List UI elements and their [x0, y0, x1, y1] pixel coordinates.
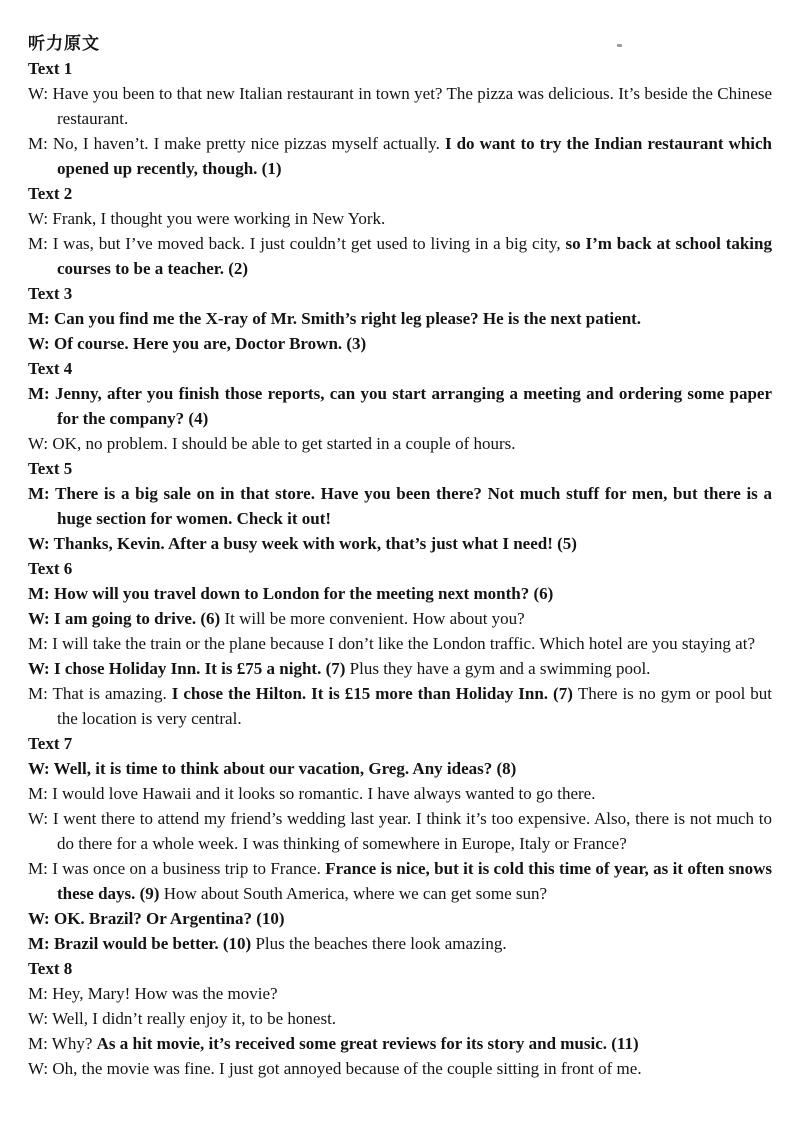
- section-heading: Text 4: [28, 359, 73, 378]
- text-section: [28, 181, 772, 281]
- speck-artifact: [617, 44, 622, 47]
- section-heading: Text 1: [28, 59, 73, 78]
- dialogue-line: [28, 381, 772, 431]
- dialogue-segment: There is no gym or pool but the location is very central.: [57, 684, 772, 728]
- speaker-label: M:: [28, 634, 53, 653]
- section-heading: Text 8: [28, 959, 73, 978]
- text-section: [28, 356, 772, 456]
- dialogue-segment: I will take the train or the plane because I don’t like the London traffic. Which hotel are you staying at?: [52, 634, 755, 653]
- dialogue-segment: Why?: [51, 1034, 97, 1053]
- dialogue-segment-bold: Jenny, after you finish those reports, can you start arranging a meeting and ordering some paper for the company? (4): [55, 384, 772, 428]
- section-heading: Text 2: [28, 184, 73, 203]
- text-section: [28, 456, 772, 556]
- speaker-label: W:: [28, 759, 54, 778]
- dialogue-line: [28, 206, 772, 231]
- dialogue-segment-bold: I chose Holiday Inn. It is £75 a night. (7): [53, 659, 350, 678]
- dialogue-line: [28, 531, 772, 556]
- dialogue-line: [28, 906, 772, 931]
- speaker-label: M:: [28, 934, 54, 953]
- dialogue-segment: No, I haven’t. I make pretty nice pizzas myself actually.: [52, 134, 445, 153]
- dialogue-segment-bold: so I’m back at school taking courses to be a teacher. (2): [57, 234, 772, 278]
- dialogue-line: [28, 481, 772, 531]
- dialogue-line: [28, 1056, 772, 1081]
- dialogue-segment: I went there to attend my friend’s wedding last year. I think it’s too expensive. Also, there is not much to do there for a whole week. I was thinking of somewhere in Europe, Italy or France?: [52, 809, 773, 853]
- speaker-label: M:: [28, 134, 53, 153]
- dialogue-segment: Have you been to that new Italian restaurant in town yet? The pizza was delicious. It’s beside the Chinese restaurant.: [52, 84, 773, 128]
- dialogue-line: [28, 581, 772, 606]
- dialogue-segment-bold: Well, it is time to think about our vacation, Greg. Any ideas? (8): [53, 759, 517, 778]
- dialogue-segment-bold: Can you find me the X-ray of Mr. Smith’s right leg please? He is the next patient.: [53, 309, 642, 328]
- dialogue-segment-bold: Brazil would be better. (10): [53, 934, 256, 953]
- dialogue-line: [28, 131, 772, 181]
- section-heading: Text 6: [28, 559, 73, 578]
- dialogue-segment-bold: How will you travel down to London for the meeting next month? (6): [53, 584, 554, 603]
- dialogue-line: [28, 1031, 772, 1056]
- dialogue-line: [28, 81, 772, 131]
- speaker-label: W:: [28, 609, 54, 628]
- dialogue-line: [28, 806, 772, 856]
- text-section: [28, 281, 772, 356]
- text-section: [28, 56, 772, 181]
- dialogue-line: [28, 856, 772, 906]
- speaker-label: M:: [28, 984, 53, 1003]
- dialogue-line: [28, 231, 772, 281]
- speaker-label: W:: [28, 84, 53, 103]
- speaker-label: M:: [28, 859, 53, 878]
- dialogue-line: [28, 656, 772, 681]
- section-heading: Text 7: [28, 734, 73, 753]
- speaker-label: W:: [28, 909, 54, 928]
- dialogue-line: [28, 756, 772, 781]
- dialogue-line: [28, 631, 772, 656]
- dialogue-segment: Oh, the movie was fine. I just got annoyed because of the couple sitting in front of me.: [52, 1059, 642, 1078]
- text-section: [28, 956, 772, 1081]
- speaker-label: W:: [28, 1059, 53, 1078]
- dialogue-segment: OK, no problem. I should be able to get started in a couple of hours.: [52, 434, 516, 453]
- speaker-label: W:: [28, 534, 54, 553]
- speaker-label: W:: [28, 334, 54, 353]
- speaker-label: M:: [28, 584, 54, 603]
- dialogue-segment: Well, I didn’t really enjoy it, to be honest.: [52, 1009, 337, 1028]
- text-section: [28, 731, 772, 956]
- dialogue-segment-bold: I chose the Hilton. It is £15 more than Holiday Inn. (7): [171, 684, 578, 703]
- dialogue-line: [28, 1006, 772, 1031]
- page-title: 听力原文: [28, 34, 100, 53]
- speaker-label: W:: [28, 1009, 53, 1028]
- speaker-label: M:: [28, 384, 55, 403]
- dialogue-segment-bold: There is a big sale on in that store. Have you been there? Not much stuff for men, but there is a huge section for women. Check it out!: [55, 484, 772, 528]
- dialogue-line: [28, 931, 772, 956]
- dialogue-segment: I would love Hawaii and it looks so romantic. I have always wanted to go there.: [52, 784, 596, 803]
- dialogue-segment: I was once on a business trip to France.: [52, 859, 326, 878]
- speaker-label: W:: [28, 659, 54, 678]
- text-section: [28, 556, 772, 731]
- speaker-label: M:: [28, 234, 53, 253]
- dialogue-segment-bold: France is nice, but it is cold this time of year, as it often snows these days. (9): [57, 859, 772, 903]
- dialogue-segment-bold: Thanks, Kevin. After a busy week with work, that’s just what I need! (5): [53, 534, 577, 553]
- speaker-label: M:: [28, 1034, 52, 1053]
- dialogue-segment-bold: Of course. Here you are, Doctor Brown. (3): [53, 334, 367, 353]
- dialogue-line: [28, 781, 772, 806]
- section-heading: Text 3: [28, 284, 73, 303]
- dialogue-segment: It will be more convenient. How about you?: [224, 609, 525, 628]
- speaker-label: W:: [28, 209, 53, 228]
- speaker-label: W:: [28, 434, 53, 453]
- dialogue-segment: How about South America, where we can get some sun?: [163, 884, 548, 903]
- speaker-label: W:: [28, 809, 53, 828]
- dialogue-line: [28, 681, 772, 731]
- dialogue-segment: Hey, Mary! How was the movie?: [52, 984, 278, 1003]
- transcript-sections: [28, 56, 772, 1081]
- speaker-label: M:: [28, 484, 56, 503]
- dialogue-line: [28, 981, 772, 1006]
- dialogue-segment-bold: I do want to try the Indian restaurant which opened up recently, though. (1): [57, 134, 773, 178]
- dialogue-segment: Plus the beaches there look amazing.: [255, 934, 507, 953]
- dialogue-segment: Plus they have a gym and a swimming pool.: [349, 659, 651, 678]
- dialogue-segment: That is amazing.: [52, 684, 172, 703]
- speaker-label: M:: [28, 309, 54, 328]
- section-heading: Text 5: [28, 459, 73, 478]
- dialogue-line: [28, 431, 772, 456]
- dialogue-segment: I was, but I’ve moved back. I just couldn’t get used to living in a big city,: [52, 234, 566, 253]
- dialogue-segment-bold: OK. Brazil? Or Argentina? (10): [53, 909, 285, 928]
- dialogue-line: [28, 306, 772, 331]
- dialogue-line: [28, 331, 772, 356]
- dialogue-segment-bold: I am going to drive. (6): [53, 609, 225, 628]
- dialogue-segment-bold: As a hit movie, it’s received some great reviews for its story and music. (11): [96, 1034, 639, 1053]
- speaker-label: M:: [28, 784, 53, 803]
- dialogue-segment: Frank, I thought you were working in New York.: [52, 209, 386, 228]
- speaker-label: M:: [28, 684, 53, 703]
- dialogue-line: [28, 606, 772, 631]
